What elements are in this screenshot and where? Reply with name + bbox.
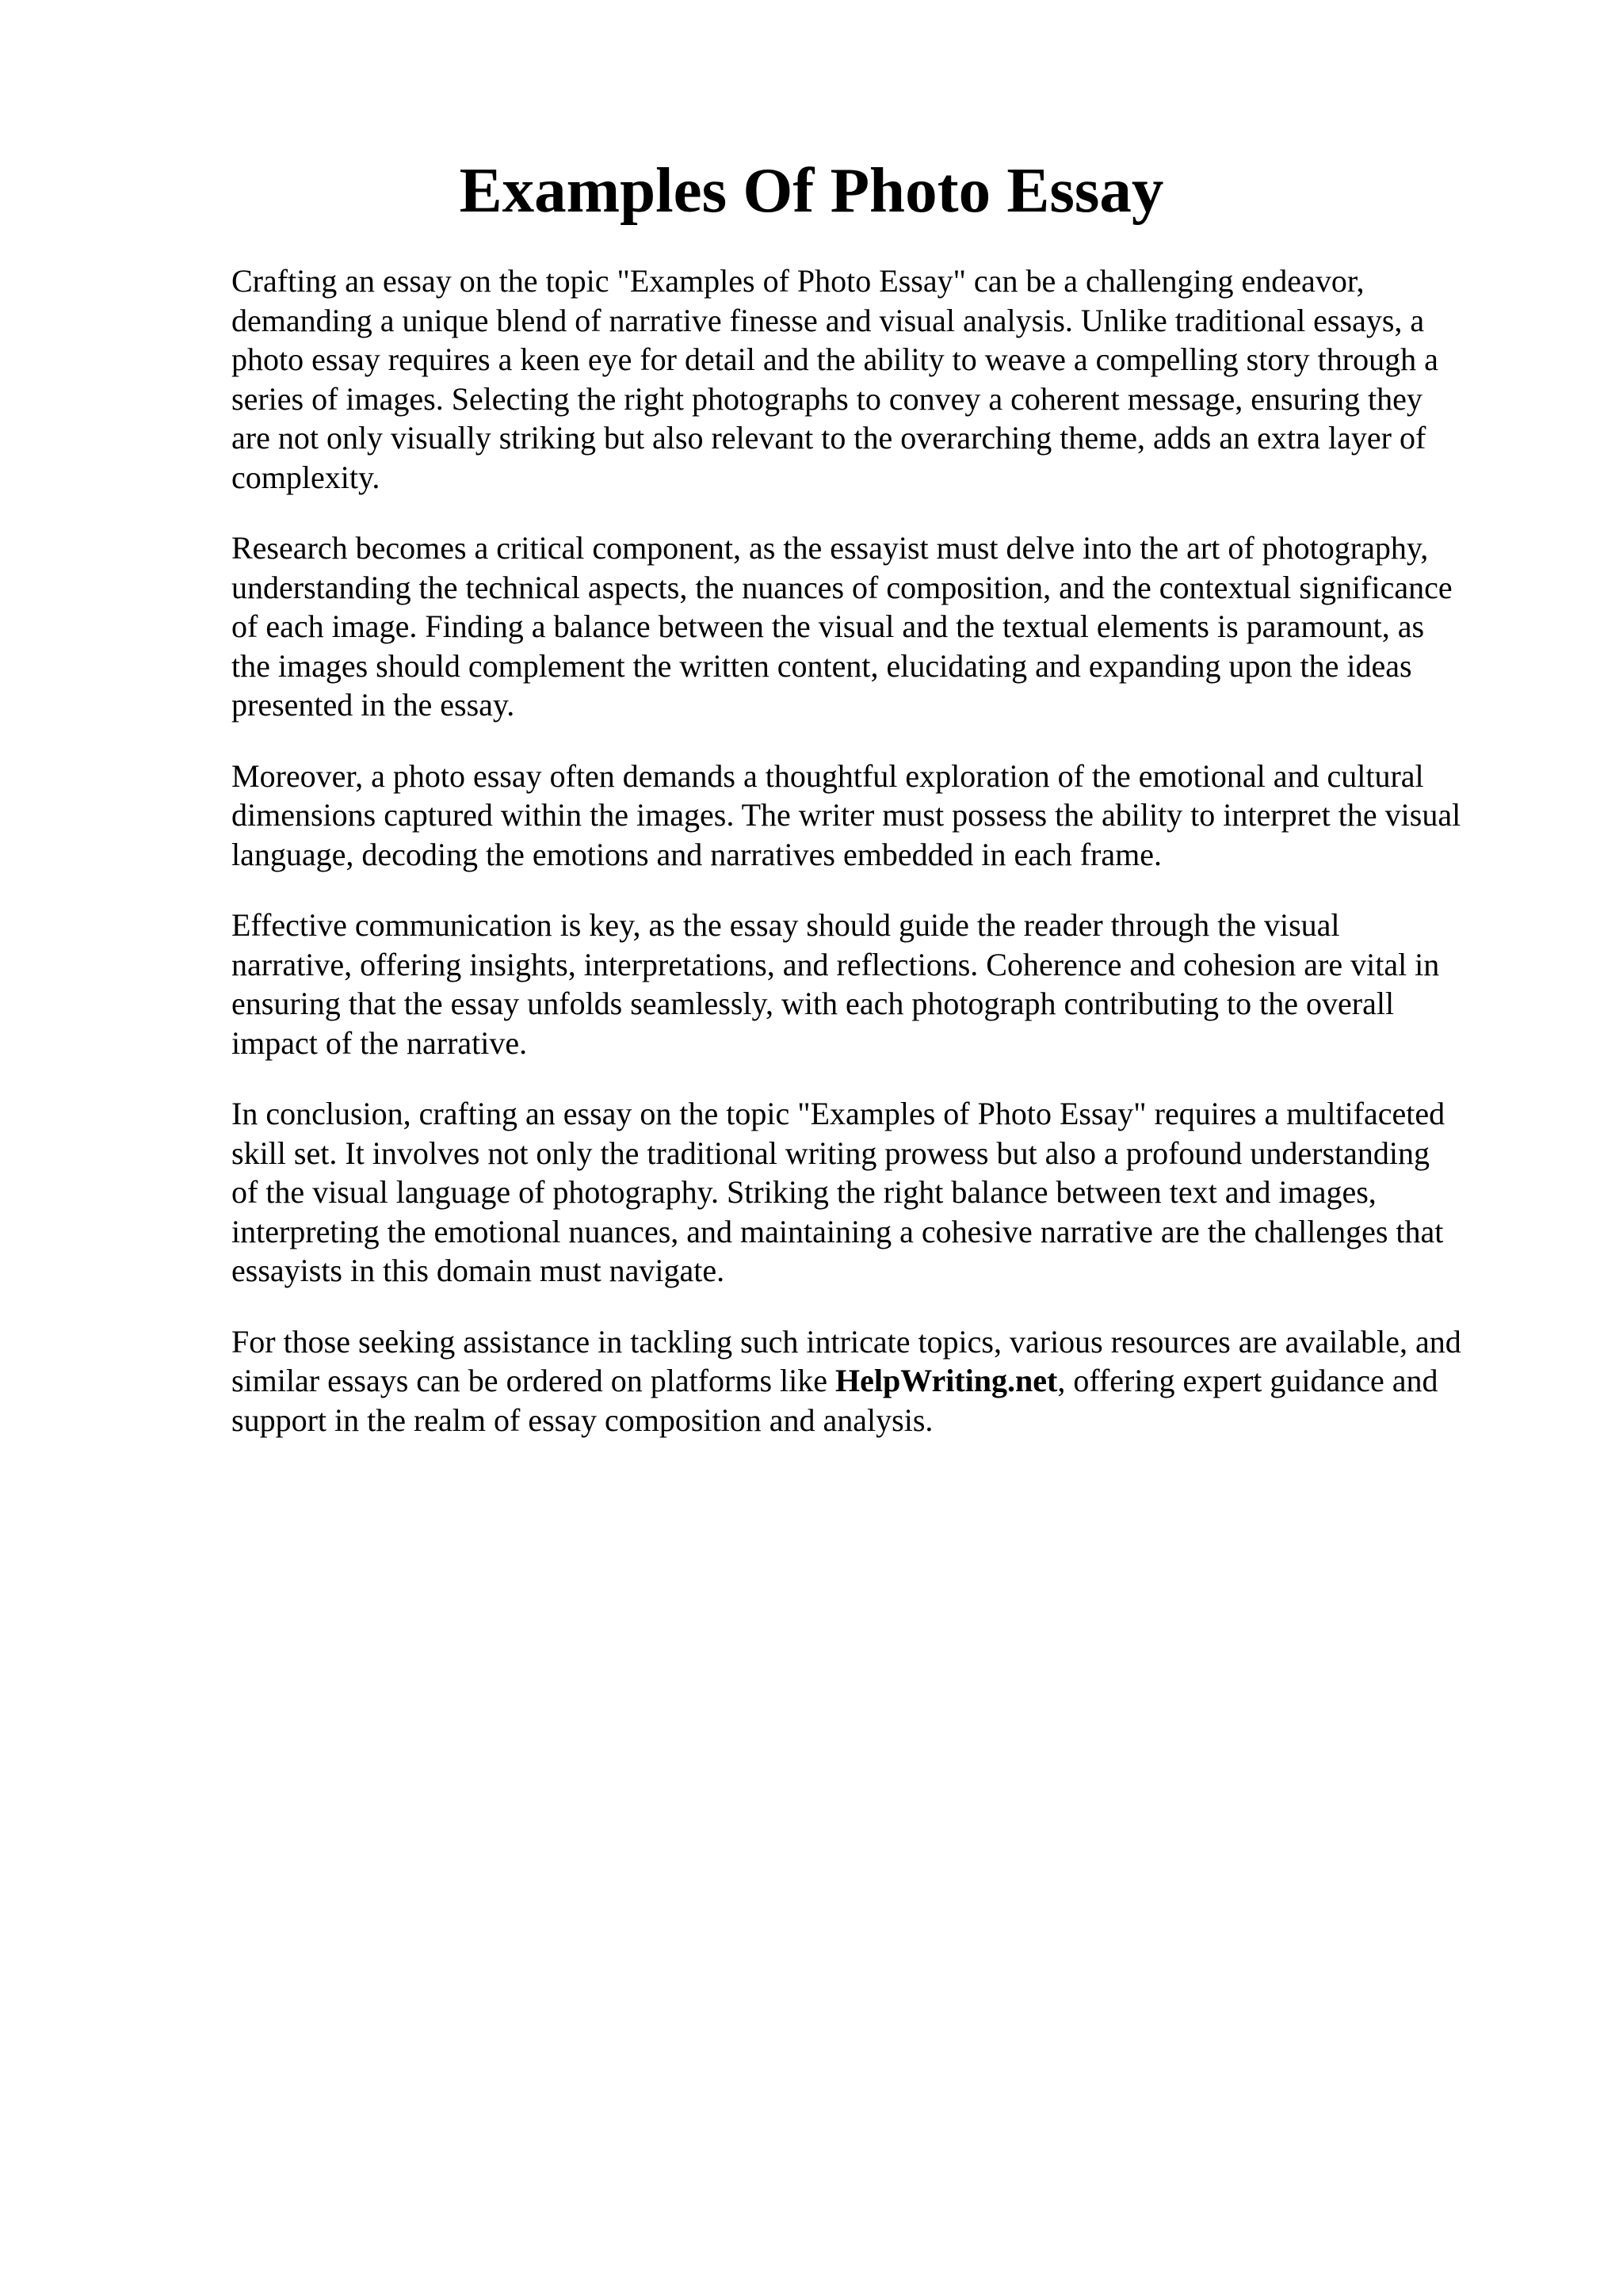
text-line: Effective communication is key, as the essay should guide the reader through the visual	[231, 907, 1340, 943]
text-line: For those seeking assistance in tackling such intricate topics, various resources are available, and	[231, 1323, 1461, 1360]
paragraph-intro	[231, 261, 1515, 497]
text-line: support in the realm of essay composition and analysis.	[231, 1402, 934, 1438]
paragraph-research	[231, 528, 1515, 725]
text-line: the images should complement the written content, elucidating and expanding upon the ideas	[231, 647, 1412, 684]
text-line: demanding a unique blend of narrative finesse and visual analysis. Unlike traditional essays, a	[231, 302, 1425, 338]
text-line: interpreting the emotional nuances, and maintaining a cohesive narrative are the challenges that	[231, 1213, 1444, 1249]
paragraph-conclusion	[231, 1094, 1515, 1291]
text-line: photo essay requires a keen eye for detail and the ability to weave a compelling story through a	[231, 341, 1438, 377]
text-line-with-link	[231, 1361, 1515, 1401]
text-line: of each image. Finding a balance between the visual and the textual elements is paramount, as	[231, 608, 1425, 644]
text-line: complexity.	[231, 459, 380, 495]
text-line: presented in the essay.	[231, 687, 515, 723]
text-fragment: similar essays can be ordered on platforms like	[231, 1363, 835, 1398]
document-body	[231, 261, 1515, 1471]
text-line: ensuring that the essay unfolds seamlessly, with each photograph contributing to the overall	[231, 986, 1395, 1021]
paragraph-moreover	[231, 757, 1515, 875]
text-line: skill set. It involves not only the traditional writing prowess but also a profound understanding	[231, 1135, 1430, 1171]
helpwriting-link[interactable]: HelpWriting.net	[835, 1363, 1058, 1398]
text-line: impact of the narrative.	[231, 1024, 528, 1061]
text-line: dimensions captured within the images. The writer must possess the ability to interpret the visual	[231, 797, 1461, 833]
text-line: language, decoding the emotions and narratives embedded in each frame.	[231, 836, 1162, 872]
document-title: Examples Of Photo Essay	[459, 154, 1164, 226]
paragraph-communication	[231, 906, 1515, 1062]
text-line: are not only visually striking but also relevant to the overarching theme, adds an extra layer of	[231, 420, 1426, 456]
text-line: Crafting an essay on the topic "Examples of Photo Essay" can be a challenging endeavor,	[231, 263, 1365, 299]
paragraph-closing	[231, 1322, 1515, 1440]
text-line: Moreover, a photo essay often demands a thoughtful exploration of the emotional and cultural	[231, 757, 1424, 794]
text-line: In conclusion, crafting an essay on the topic "Examples of Photo Essay" requires a multifaceted	[231, 1096, 1445, 1131]
text-line: Research becomes a critical component, as the essayist must delve into the art of photography,	[231, 530, 1429, 566]
text-line: of the visual language of photography. Striking the right balance between text and images,	[231, 1174, 1377, 1210]
text-line: essayists in this domain must navigate.	[231, 1253, 725, 1288]
text-fragment: , offering expert guidance and	[1057, 1363, 1438, 1398]
text-line: series of images. Selecting the right photographs to convey a coherent message, ensuring they	[231, 380, 1423, 417]
text-line: understanding the technical aspects, the nuances of composition, and the contextual significance	[231, 569, 1453, 605]
text-line: narrative, offering insights, interpretations, and reflections. Coherence and cohesion are vital in	[231, 946, 1440, 982]
